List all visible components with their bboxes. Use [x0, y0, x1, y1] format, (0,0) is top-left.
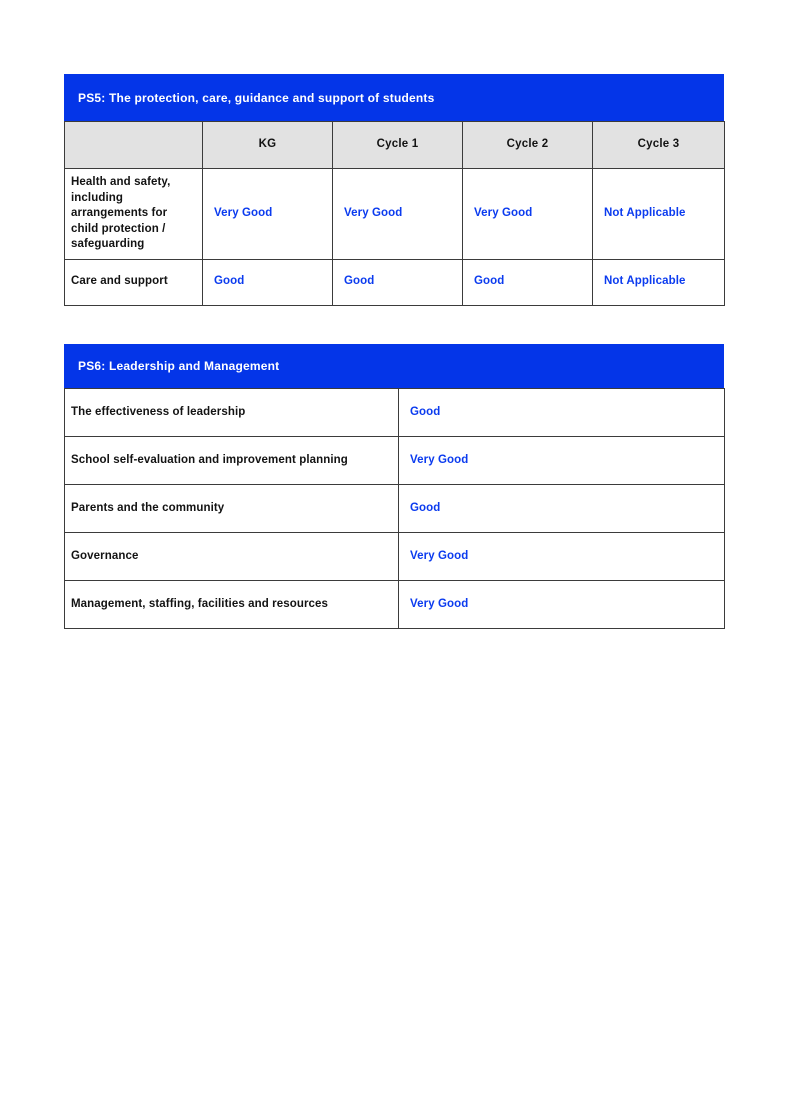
table-row	[65, 169, 725, 260]
ps6-row-label: Management, staffing, facilities and resources	[65, 581, 399, 629]
rating-cell: Very Good	[463, 169, 593, 260]
rating-cell: Very Good	[399, 533, 725, 581]
table-row	[65, 389, 725, 437]
ps5-row-label: Care and support	[65, 259, 203, 305]
table-row	[65, 259, 725, 305]
ps6-row-label: School self-evaluation and improvement planning	[65, 437, 399, 485]
ps5-col-cycle3: Cycle 3	[593, 122, 725, 169]
ps6-title-bar	[64, 344, 724, 388]
ps6-ratings-table	[64, 388, 725, 629]
table-row	[65, 485, 725, 533]
rating-cell: Very Good	[333, 169, 463, 260]
ps6-section	[64, 344, 724, 629]
ps5-header-row	[65, 122, 725, 169]
table-row	[65, 533, 725, 581]
table-row	[65, 437, 725, 485]
rating-cell: Very Good	[399, 437, 725, 485]
ps5-col-cycle1: Cycle 1	[333, 122, 463, 169]
ps6-row-label: Governance	[65, 533, 399, 581]
rating-cell: Not Applicable	[593, 169, 725, 260]
rating-cell: Very Good	[399, 581, 725, 629]
ps5-section	[64, 74, 724, 306]
rating-cell: Very Good	[203, 169, 333, 260]
ps5-col-kg: KG	[203, 122, 333, 169]
ps5-ratings-table	[64, 121, 725, 306]
ps5-title: PS5: The protection, care, guidance and support of students	[78, 90, 435, 105]
rating-cell: Good	[203, 259, 333, 305]
ps5-row-label: Health and safety, including arrangements for child protection / safeguarding	[65, 169, 203, 260]
rating-cell: Good	[463, 259, 593, 305]
ps5-title-bar	[64, 74, 724, 121]
ps6-row-label: The effectiveness of leadership	[65, 389, 399, 437]
rating-cell: Good	[333, 259, 463, 305]
ps5-col-cycle2: Cycle 2	[463, 122, 593, 169]
rating-cell: Good	[399, 485, 725, 533]
ps6-title: PS6: Leadership and Management	[78, 359, 280, 373]
rating-cell: Good	[399, 389, 725, 437]
rating-cell: Not Applicable	[593, 259, 725, 305]
ps6-row-label: Parents and the community	[65, 485, 399, 533]
ps5-corner-cell	[65, 122, 203, 169]
table-row	[65, 581, 725, 629]
